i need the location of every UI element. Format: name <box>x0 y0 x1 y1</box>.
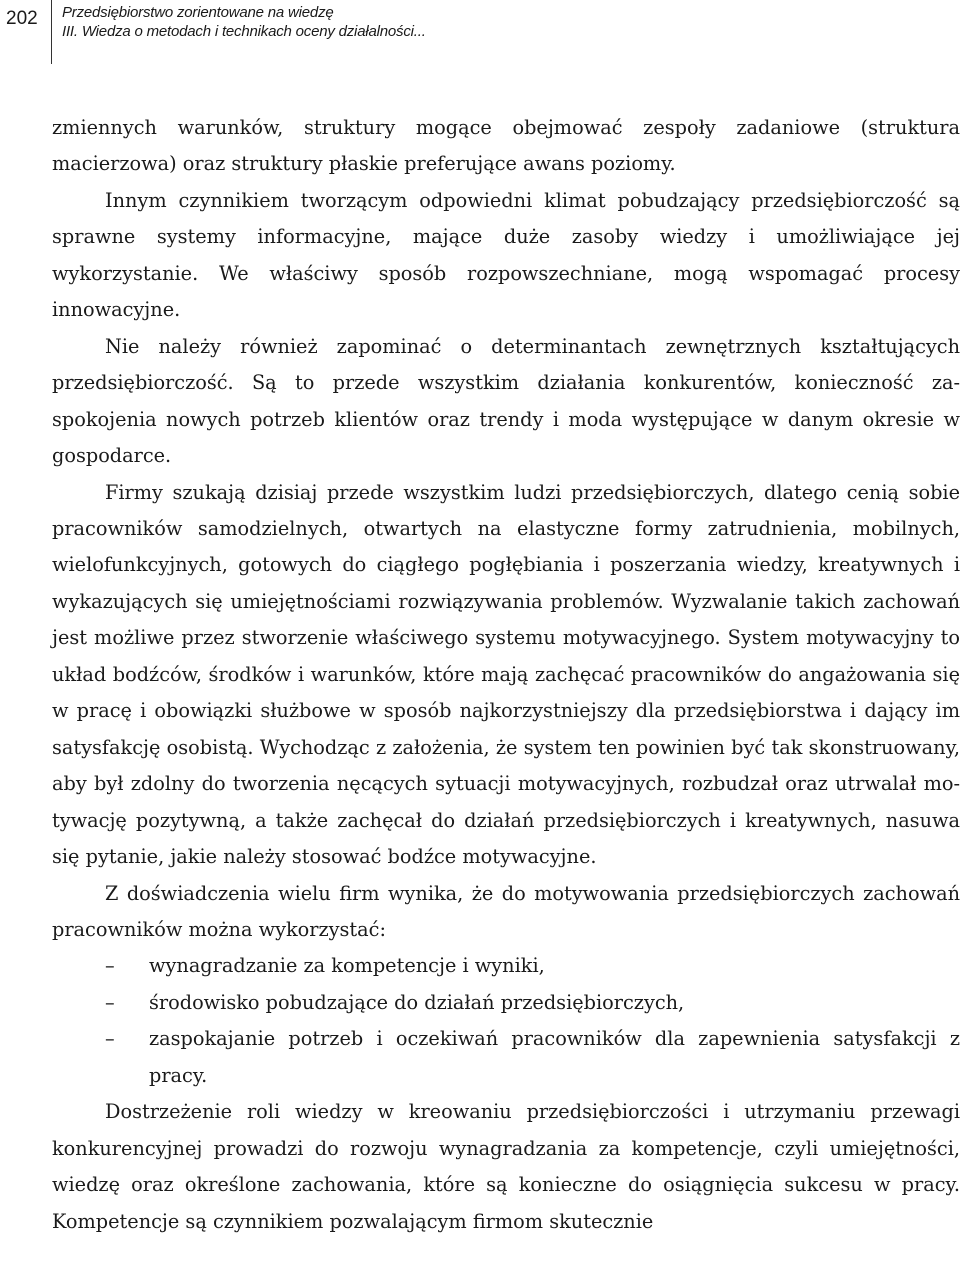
running-head-section: III. Wiedza o metodach i technikach oceny działalności... <box>62 23 426 40</box>
running-head <box>62 3 426 41</box>
list-item-text: wynagradzanie za kompetencje i wyniki, <box>149 954 545 978</box>
list-item-text: środowisko pobudzające do działań przedsiębiorczych, <box>149 990 685 1014</box>
bullet-list <box>52 948 960 1094</box>
paragraph: zmiennych warunków, struktury mogące obejmować zespoły zadaniowe (struktura macierzowa) oraz struktury płaskie preferujące awans poziomy. <box>52 116 960 176</box>
list-item <box>52 1021 960 1094</box>
header-divider <box>51 0 52 64</box>
page-number: 202 <box>6 8 38 29</box>
running-head-chapter: Przedsiębiorstwo zorientowane na wiedzę <box>62 4 334 21</box>
paragraph: Nie należy również zapominać o determinantach zewnętrznych kształtujących przedsiębiorczość. Są to przede wszystkim działania konkurentów, konieczność zaspokojenia nowych potrzeb klientów oraz trendy i moda występujące w danym okresie w gospodarce. <box>52 334 960 468</box>
list-item <box>52 985 960 1021</box>
dash-bullet: – <box>105 1027 115 1051</box>
list-item <box>52 948 960 984</box>
dash-bullet: – <box>105 990 115 1014</box>
dash-bullet: – <box>105 954 115 978</box>
paragraph: Dostrzeżenie roli wiedzy w kreowaniu przedsiębiorczości i utrzymaniu przewagi konkurencyjnej prowadzi do rozwoju wynagradzania za kompetencje, czyli umiejętności, wiedzę oraz określone zachowania, które są konieczne do osiągnięcia sukcesu w pracy. Kompetencje są czynnikiem pozwalającym firmom skutecznie <box>52 1100 960 1233</box>
page-header <box>0 0 960 70</box>
paragraph: Firmy szukają dzisiaj przede wszystkim ludzi przedsiębiorczych, dlatego cenią sobie pracowników samodzielnych, otwartych na elastyczne formy zatrudnienia, mobilnych, wielofunkcyjnych, gotowych do ciągłego pogłębiania i poszerzania wiedzy, kreatywnych i wykazujących się umiejętnościami rozwiązywania problemów. Wyzwalanie takich zachowań jest możliwe przez stworzenie właściwego systemu motywacyjnego. System motywacyjny to układ bodźców, środków i warunków, które mają zachęcać pracowników do angażowania się w pracę i obowiązki służbowe w sposób najkorzystniejszy dla przedsiębiorstwa i dający im satysfakcję osobistą. Wychodząc z założenia, że system ten powinien być tak skonstruowany, aby był zdolny do tworzenia nęcących sytuacji motywacyjnych, rozbudzał oraz utrwalał motywację pozytywną, a także zachęcał do działań przedsiębiorczych i kreatywnych, nasuwa się pytanie, jakie należy stosować bodźce motywacyjne. <box>52 480 960 869</box>
page-body <box>52 110 960 1240</box>
paragraph: Innym czynnikiem tworzącym odpowiedni klimat pobudzający przedsiębiorczość są sprawne systemy informacyjne, mające duże zasoby wiedzy i umożliwiające jej wykorzystanie. We właściwy sposób rozpowszechniane, mogą wspomagać procesy innowacyjne. <box>52 188 960 322</box>
list-item-text: zaspokajanie potrzeb i oczekiwań pracowników dla zapewnienia satysfakcji z pracy. <box>149 1027 960 1087</box>
paragraph: Z doświadczenia wielu firm wynika, że do motywowania przedsiębiorczych zachowań pracowników można wykorzystać: <box>52 881 960 941</box>
